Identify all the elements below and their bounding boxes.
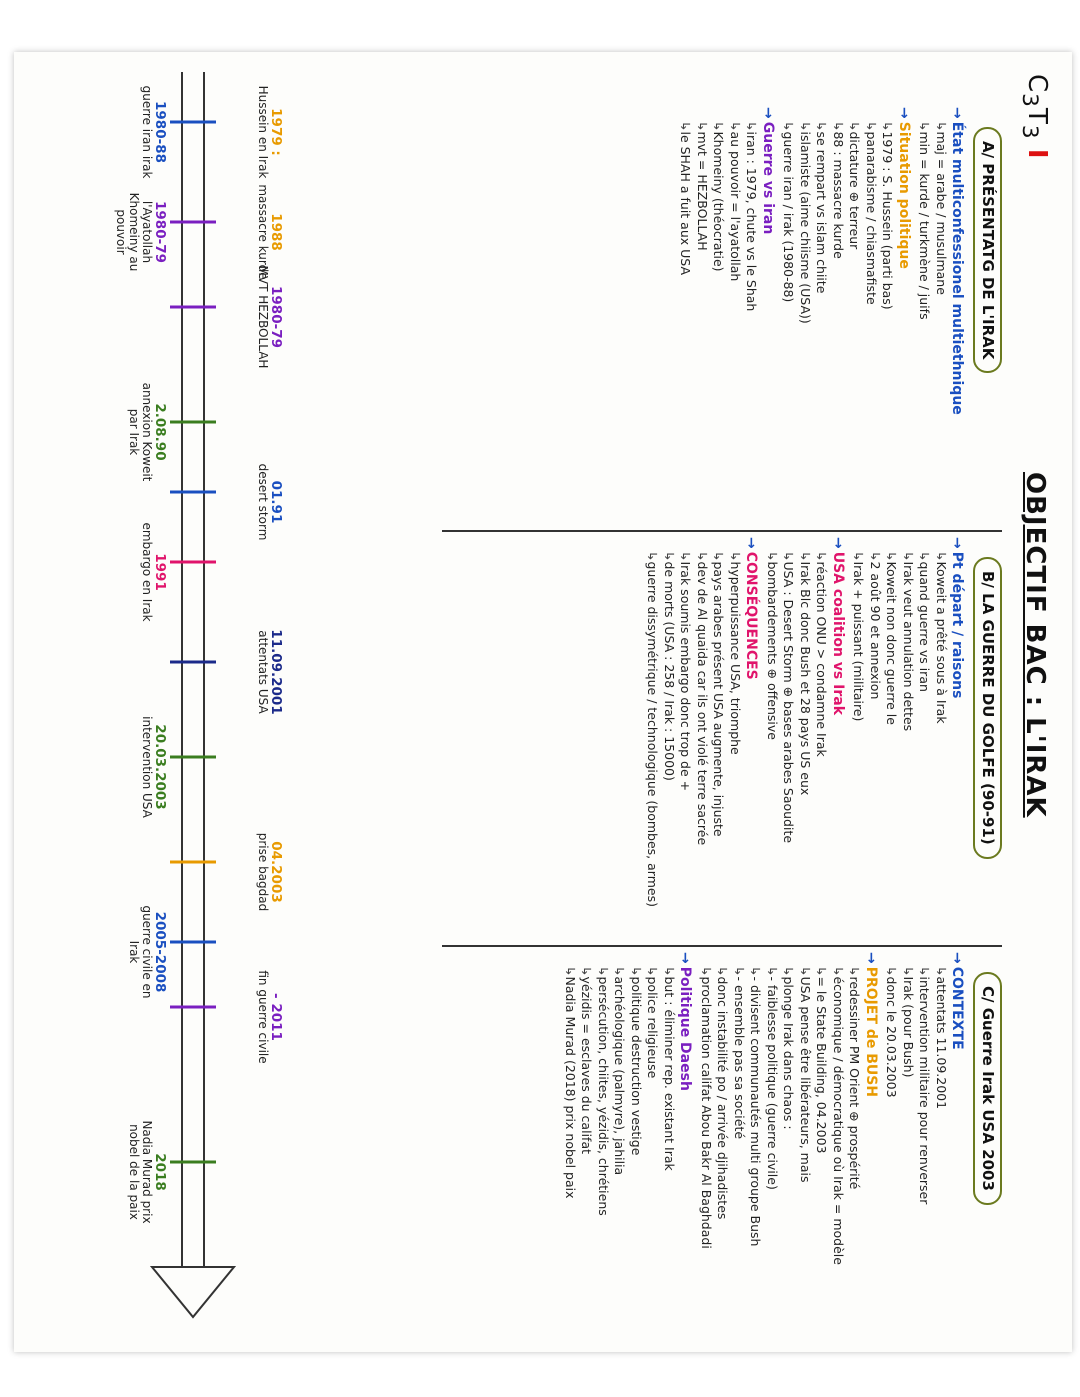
event-text: Hussein en Irak [256, 85, 270, 179]
note-line: ↳ mvt = HEZBOLLAH [694, 107, 711, 527]
note-line: ↳ Nadia Murad (2018) prix nobel paix [562, 952, 579, 1342]
note-line: ↳ redessiner PM Orient ⊕ prospérité [846, 952, 863, 1342]
timeline-event [256, 962, 282, 1072]
note-line: ↳ - faiblesse politique (guerre civile) [764, 952, 781, 1342]
note-line: ↳ persécution, chiites, yézidis, chrétiens [595, 952, 612, 1342]
block-heading: →Situation politique [896, 107, 912, 269]
event-text: fin guerre civile [256, 970, 270, 1064]
timeline-event [140, 517, 166, 627]
timeline-event [140, 712, 166, 822]
block-heading: →État multiconfessionel multiethnique [949, 107, 966, 415]
event-text: desert storm [256, 463, 270, 541]
section-a-title: A/ PRÉSENTATG DE L'IRAK [974, 127, 1003, 373]
note-line: ↳ archéologique (palmyre), jahilia [611, 952, 628, 1342]
timeline-event [114, 177, 166, 287]
note-line: ↳ économique / démocratique où Irak = modèle [830, 952, 847, 1342]
arrow-head [152, 1267, 234, 1317]
note-line: ↳ Khomeiny (théocratie) [710, 107, 727, 527]
note-line: ↳ pays arabes présent USA augmente, injuste [710, 537, 727, 957]
event-text: embargo en Irak [140, 522, 154, 622]
timeline-event [256, 447, 282, 557]
block-heading: →CONTEXTE [949, 952, 966, 1050]
event-date: 20.03.2003 [152, 724, 168, 810]
note-line: ↳ réaction ONU > condamne Irak [813, 537, 830, 957]
event-text: guerre iran irak [140, 85, 154, 179]
note-line: ↳ 1979 : S. Hussein (parti bas) [879, 107, 896, 527]
note-line: ↳ USA : Desert Storm ⊕ bases arabes Saoudite [780, 537, 797, 957]
event-date: 1980-79 [152, 201, 168, 263]
note-line: ↳ Irak Blc donc Bush et 28 pays US eux [797, 537, 814, 957]
note-line: ↳ le SHAH a fuit aux USA [677, 107, 694, 527]
timeline-event [127, 377, 166, 487]
event-date: 1988 [268, 213, 284, 251]
note-line: ↳ panarabisme / chiasmafiste [863, 107, 880, 527]
note-line: ↳ intervention militaire pour renverser [916, 952, 933, 1342]
arrow-icon: → [949, 952, 966, 964]
event-text: annexion Koweit par Irak [127, 382, 154, 482]
note-line: ↳ Irak veut annulation dettes [900, 537, 917, 957]
note-line: ↳ dictature ⊕ terreur [846, 107, 863, 527]
event-text: guerre civile en Irak [127, 905, 154, 999]
event-date: 1980-88 [152, 101, 168, 163]
note-line: ↳ plonge Irak dans chaos : [780, 952, 797, 1342]
note-line: ↳ politique destruction vestige [628, 952, 645, 1342]
note-line: ↳ donc le 20.03.2003 [883, 952, 900, 1342]
note-line: ↳ - divisent communautés multi groupe Bush [747, 952, 764, 1342]
arrow-icon: → [949, 537, 966, 549]
note-line: ↳ Koweit non donc guerre le [883, 537, 900, 957]
event-text: massacre kurde [256, 184, 270, 280]
event-date: 2005-2008 [152, 911, 168, 993]
event-text: attentats USA [256, 630, 270, 714]
timeline-event [256, 617, 282, 727]
note-line: ↳ attentats 11.09.2001 [933, 952, 950, 1342]
timeline-event [140, 77, 166, 187]
event-date: - 2011 [268, 993, 284, 1041]
note-line: ↳ police religieuse [644, 952, 661, 1342]
arrow-icon: → [743, 537, 760, 549]
note-line: ↳ au pouvoir = l'ayatollah [727, 107, 744, 527]
note-line: ↳ bombardements ⊕ offensive [764, 537, 781, 957]
event-date: 2018 [152, 1153, 168, 1191]
code-suffix: I [1022, 148, 1052, 160]
arrow-icon: → [830, 537, 846, 549]
note-line: ↳ quand guerre vs iran [916, 537, 933, 957]
arrow-icon: → [863, 952, 879, 964]
note-line: ↳ Koweit a prêté sous à Irak [933, 537, 950, 957]
note-line: ↳ hyperpuissance USA, triomphe [727, 537, 744, 957]
event-date: 04.2003 [268, 841, 284, 903]
note-line: ↳ iran : 1979, chute vs le Shah [743, 107, 760, 527]
note-line: ↳ yézidis = esclaves du califat [578, 952, 595, 1342]
note-line: ↳ de morts (USA : 258 / Irak : 15000) [661, 537, 678, 957]
note-line: ↳ min = kurde / turkmène / juifs [916, 107, 933, 527]
arrow-icon: → [949, 107, 966, 119]
arrow-icon: → [760, 107, 776, 119]
note-line: ↳ Irak + puissant (militaire) [850, 537, 867, 957]
event-text: Nadia Murad prix nobel de la paix [127, 1120, 154, 1224]
note-sheet [14, 52, 1072, 1352]
section-c-title: C/ Guerre Irak USA 2003 [974, 972, 1003, 1205]
code-prefix: C [1022, 74, 1052, 94]
block-heading: →USA coalition vs Irak [830, 537, 846, 716]
block-heading: →Politique Daesh [677, 952, 694, 1091]
code-t: T [1022, 107, 1052, 125]
section-b-title: B/ LA GUERRE DU GOLFE (90-91) [974, 557, 1003, 859]
event-date: 01.91 [268, 480, 284, 524]
arrow-icon: → [896, 107, 912, 119]
note-line: ↳ maj = arabe / musulmane [933, 107, 950, 527]
note-line: ↳ guerre dissymétrique / technologique (bombes, armes) [644, 537, 661, 957]
note-line: ↳ but : éliminer rep. existant Irak [661, 952, 678, 1342]
note-line: ↳ dev de Al quaida car ils ont violé terre sacrée [694, 537, 711, 957]
timeline-ticks [170, 122, 216, 1162]
note-line: ↳ Irak (pour Bush) [900, 952, 917, 1342]
event-date: 1979 : [268, 108, 284, 156]
timeline-event [256, 77, 282, 187]
page-title: OBJECTIF BAC : L'IRAK [1020, 472, 1050, 818]
block-heading: →PROJET de BUSH [863, 952, 879, 1098]
timeline-event [256, 817, 282, 927]
event-date: 1991 [152, 553, 168, 591]
event-date: 2.08.90 [152, 403, 168, 461]
block-heading: →CONSÉQUENCES [743, 537, 760, 680]
event-text: intervention USA [140, 716, 154, 818]
note-line: ↳ guerre iran / irak (1980-88) [780, 107, 797, 527]
note-line: ↳ 2 août 90 et annexion [867, 537, 884, 957]
code-sub2: 3 [1016, 124, 1042, 140]
note-line: ↳ proclamation califat Abou Bakr Al Baghdadi [698, 952, 715, 1342]
timeline-event [256, 262, 282, 372]
note-line: ↳ - ensemble pas sa société [731, 952, 748, 1342]
note-line: ↳ 88 : massacre kurde [830, 107, 847, 527]
note-line: ↳ islamiste (aime chiisme (USA)) [797, 107, 814, 527]
code-sub1: 3 [1016, 93, 1042, 108]
note-line: ↳ USA pense être libérateurs, mais [797, 952, 814, 1342]
note-line: ↳ = le State Building, 04.2003 [813, 952, 830, 1342]
note-line: ↳ donc instabilité po / arrivée djihadistes [714, 952, 731, 1342]
timeline-event [127, 897, 166, 1007]
event-text: prise bagdad [256, 832, 270, 912]
event-text: MVT HEZBOLLAH [256, 265, 270, 369]
event-date: 1980-79 [268, 286, 284, 348]
note-line: ↳ se rempart vs islam chiite [813, 107, 830, 527]
timeline [14, 52, 1072, 1352]
block-heading: →Guerre vs iran [760, 107, 776, 235]
event-text: l'Ayatollah Khomeiny au pouvoir [114, 192, 154, 272]
note-line: ↳ Irak soumis embargo donc trop de + [677, 537, 694, 957]
arrow-icon: → [677, 952, 694, 964]
timeline-event [127, 1117, 166, 1227]
block-heading: →Pt départ / raisons [949, 537, 966, 699]
event-date: 11.09.2001 [268, 629, 284, 715]
